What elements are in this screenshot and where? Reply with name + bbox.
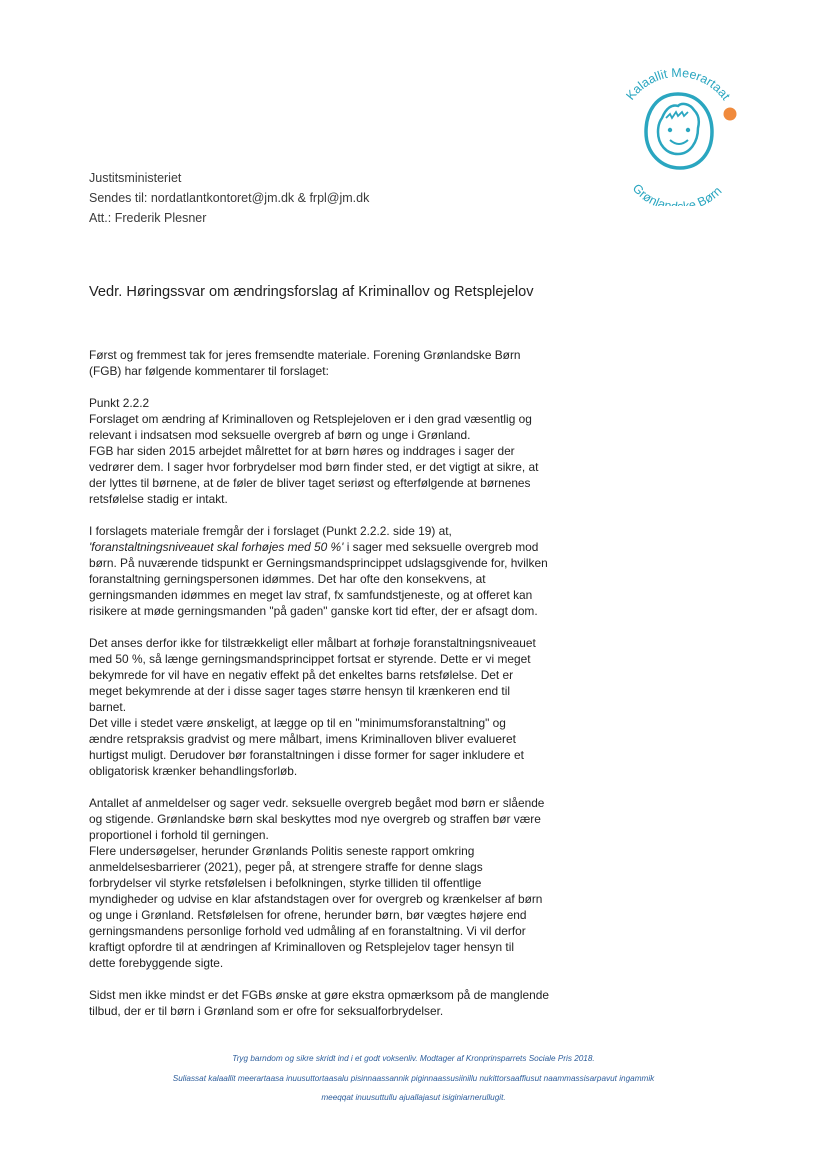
- text-line: Antallet af anmeldelser og sager vedr. seksuelle overgreb begået mod børn er slående: [89, 796, 545, 810]
- text-line: gerningsmanden idømmes en meget lav straf, fx samfundstjeneste, og at offeret kan: [89, 588, 533, 602]
- quote-rest: i sager med seksuelle overgreb mod: [343, 540, 539, 554]
- text-line: I forslagets materiale fremgår der i forslaget (Punkt 2.2.2. side 19) at,: [89, 524, 452, 538]
- text-line: ændre retspraksis gradvist og mere målbart, imens Kriminalloven bliver evalueret: [89, 732, 516, 746]
- subject-line: Vedr. Høringssvar om ændringsforslag af Kriminallov og Retsplejelov: [89, 284, 534, 300]
- logo-bottom-text: Grønlan e Børn: [629, 181, 725, 206]
- text-line: proportionel i forhold til gerningen.: [89, 828, 269, 842]
- text-line: retsfølelse stadig er intakt.: [89, 492, 228, 506]
- text-line: vedrører dem. I sager hvor forbrydelser mod børn finder sted, er det vigtigt at sikre, at: [89, 460, 539, 474]
- logo: [612, 56, 746, 206]
- paragraph-assessment: [89, 635, 759, 779]
- text-line: hurtigst muligt. Derudover bør foranstaltningen i disse former for sager inkludere et: [89, 748, 524, 762]
- recipient-block: [89, 168, 369, 228]
- attention-line: Att.: Frederik Plesner: [89, 211, 207, 225]
- footer-line-danish: Tryg barndom og sikre skridt ind i et godt voksenliv. Modtager af Kronprinsparrets Sociale Pris 2018.: [232, 1054, 595, 1063]
- text-line: dette forebyggende sigte.: [89, 956, 224, 970]
- paragraph-punkt: [89, 395, 759, 507]
- logo-top-text: Kalaallit Meerartaat: [623, 65, 733, 103]
- text-line: Flere undersøgelser, herunder Grønlands Politis seneste rapport omkring: [89, 844, 475, 858]
- logo-emblem: [612, 56, 746, 206]
- text-line: FGB har siden 2015 arbejdet målrettet for at børn høres og inddrages i sager der: [89, 444, 515, 458]
- text-line: Først og fremmest tak for jeres fremsendte materiale. Forening Grønlandske Børn: [89, 348, 521, 362]
- text-line: med 50 %, så længe gerningsmandsprincippet fortsat er styrende. Dette er vi meget: [89, 652, 531, 666]
- text-line: Forslaget om ændring af Kriminalloven og Retsplejeloven er i den grad væsentlig og: [89, 412, 532, 426]
- text-line: Det anses derfor ikke for tilstrækkeligt eller målbart at forhøje foranstaltningsniveauet: [89, 636, 536, 650]
- send-to-line: Sendes til: nordatlantkontoret@jm.dk & frpl@jm.dk: [89, 191, 370, 205]
- text-line: Det ville i stedet være ønskeligt, at lægge op til en "minimumsforanstaltning" og: [89, 716, 506, 730]
- text-line: forbrydelser vil styrke retsfølelsen i befolkningen, styrke tilliden til offentlige: [89, 876, 482, 890]
- orange-dot: [724, 108, 737, 121]
- text-line: meget bekymrende at der i disse sager tages større hensyn til krænkeren end til: [89, 684, 510, 698]
- recipient-name: Justitsministeriet: [89, 171, 182, 185]
- paragraph-intro: [89, 347, 759, 379]
- text-line: gerningsmandens personlige forhold ved udmåling af en foranstaltning. Vi vil derfor: [89, 924, 526, 938]
- text-line: myndigheder og udvise en klar afstandstagen over for overgreb og krænkelser af børn: [89, 892, 543, 906]
- text-line: [89, 539, 759, 555]
- text-line: kraftigt opfordre til at ændringen af Kriminalloven og Retsplejelov tager hensyn til: [89, 940, 514, 954]
- text-line: tilbud, der er til børn i Grønland som er ofre for seksualforbrydelser.: [89, 1004, 444, 1018]
- paragraph-reports: [89, 795, 759, 971]
- footer-line-greenlandic-2: meeqqat inuusuttullu ajuallajasut isiginiarnerullugit.: [321, 1093, 506, 1102]
- text-line: foranstaltning gerningspersonen idømmes. Det har ofte den konsekvens, at: [89, 572, 486, 586]
- text-line: børn. På nuværende tidspunkt er Gerningsmandsprincippet udslagsgivende for, hvilken: [89, 556, 548, 570]
- text-line: Sidst men ikke mindst er det FGBs ønske at gøre ekstra opmærksom på de manglende: [89, 988, 549, 1002]
- text-line: (FGB) har følgende kommentarer til forslaget:: [89, 364, 329, 378]
- text-line: Punkt 2.2.2: [89, 396, 150, 410]
- text-line: anmeldelsesbarrierer (2021), peger på, at strengere straffe for denne slags: [89, 860, 483, 874]
- quote-text: 'foranstaltningsniveauet skal forhøjes med 50 %': [89, 540, 344, 554]
- text-line: relevant i indsatsen mod seksuelle overgreb af børn og unge i Grønland.: [89, 428, 471, 442]
- text-line: risikere at møde gerningsmanden "på gaden" ganske kort tid efter, der er afsagt dom.: [89, 604, 538, 618]
- text-line: og stigende. Grønlandske børn skal beskyttes mod nye overgreb og straffen bør være: [89, 812, 541, 826]
- letter-body: [89, 347, 759, 1035]
- text-line: bekymrede for vil have en negativ effekt på det enkeltes barns retsfølelse. Det er: [89, 668, 514, 682]
- text-line: og unge i Grønland. Retsfølelsen for ofrene, herunder børn, bør vægtes højere end: [89, 908, 527, 922]
- child-face-icon: [646, 94, 712, 168]
- text-line: barnet.: [89, 700, 127, 714]
- paragraph-closing: [89, 987, 759, 1019]
- text-line: der lyttes til børnene, at de føler de bliver taget seriøst og efterfølgende at børnenes: [89, 476, 531, 490]
- footer-line-greenlandic-1: Suliassat kalaallit meerartaasa inuusuttortaasalu pisinnaassannik piginnaassusiinillu nukittorsaaffiusut naammassisarpavut ingammik: [172, 1074, 655, 1083]
- text-line: obligatorisk krænker behandlingsforløb.: [89, 764, 298, 778]
- paragraph-material: [89, 523, 759, 619]
